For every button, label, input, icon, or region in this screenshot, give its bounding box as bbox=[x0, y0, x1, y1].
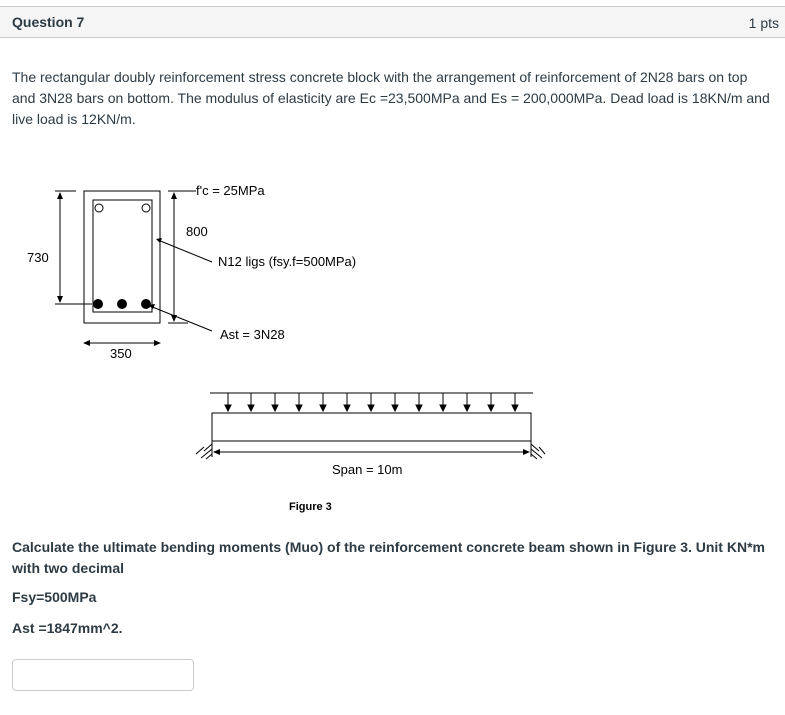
span-label: Span = 10m bbox=[332, 462, 403, 477]
question-intro: The rectangular doubly reinforcement stress concrete block with the arrangement of reinforcement of 2N28 bars on top and 3N28 bars on bottom. The modulus of elasticity are Ec =23,500MPa and Es = 200,000MPa. Dead load is 18KN/m and live load is 12KN/m. bbox=[12, 69, 770, 127]
bottom-bar bbox=[93, 299, 103, 309]
top-bar bbox=[142, 204, 150, 212]
question-ask: Calculate the ultimate bending moments (Muo) of the reinforcement concrete beam shown in Figure 3. Unit KN*m with two decimal bbox=[12, 539, 765, 576]
depth-label: 800 bbox=[186, 224, 208, 239]
question-points: 1 pts bbox=[748, 15, 779, 31]
left-support bbox=[196, 444, 212, 459]
answer-input[interactable] bbox=[12, 659, 194, 691]
bottom-bar bbox=[117, 299, 127, 309]
question-title: Question 7 bbox=[12, 14, 85, 30]
beam-figure bbox=[0, 160, 785, 520]
right-support bbox=[531, 444, 545, 459]
question-header bbox=[0, 6, 785, 38]
width-label: 350 bbox=[110, 346, 132, 361]
ligature-outline bbox=[93, 200, 152, 312]
bottom-bar bbox=[141, 299, 151, 309]
ast-value: Ast =1847mm^2. bbox=[12, 620, 123, 636]
ligs-label: N12 ligs (fsy.f=500MPa) bbox=[218, 254, 357, 269]
height-label: 730 bbox=[27, 250, 49, 265]
figure-caption: Figure 3 bbox=[289, 501, 332, 513]
top-bar bbox=[95, 204, 103, 212]
fsy-value: Fsy=500MPa bbox=[12, 589, 97, 605]
fc-label: f'c = 25MPa bbox=[196, 183, 265, 198]
load-arrows bbox=[225, 393, 518, 411]
ast-label: Ast = 3N28 bbox=[220, 327, 285, 342]
beam bbox=[212, 413, 531, 441]
